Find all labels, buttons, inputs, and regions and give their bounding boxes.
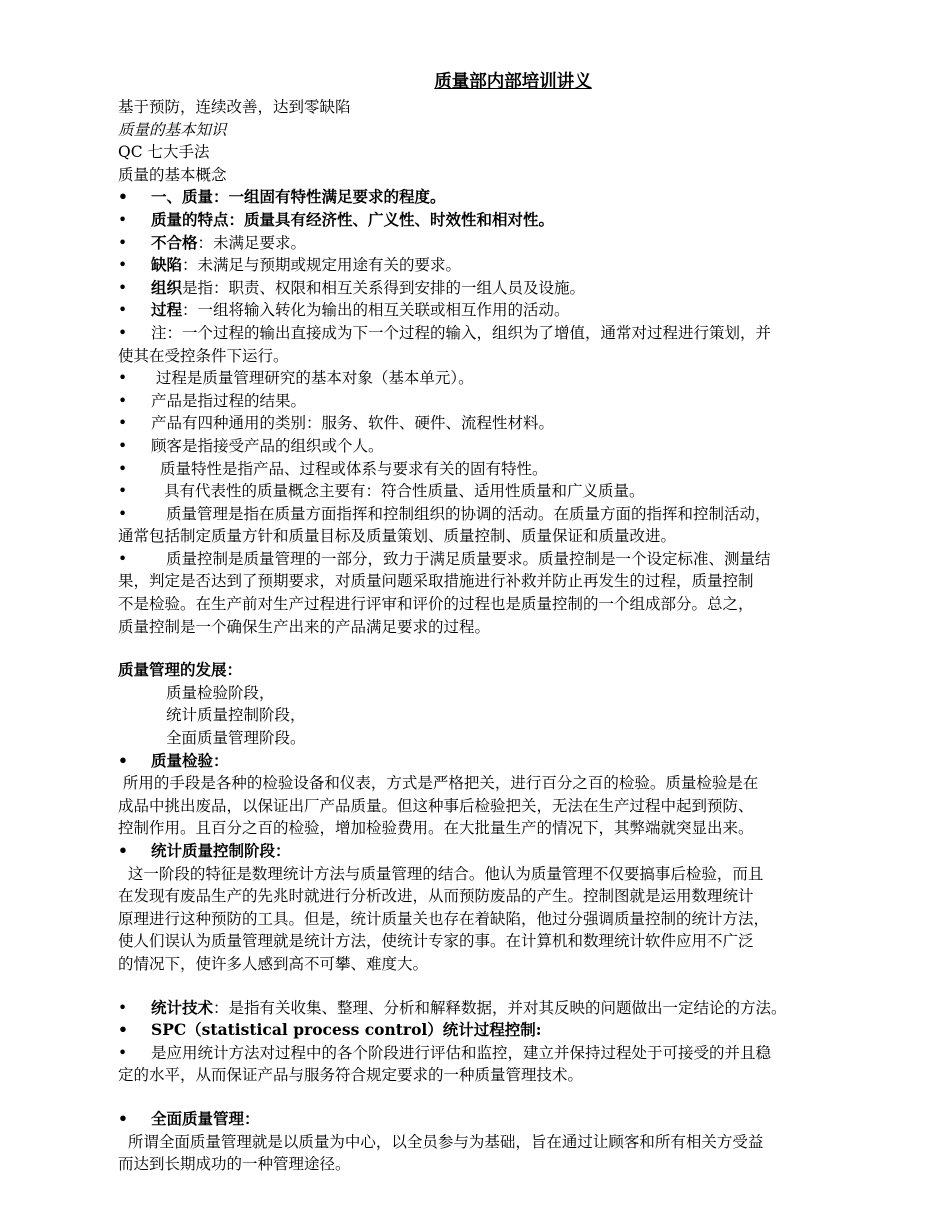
- spacer: [118, 638, 908, 659]
- bullet-item: • 注：一个过程的输出直接成为下一个过程的输入，组织为了增值，通常对过程进行策划，并: [118, 322, 908, 345]
- bullet-item: • 过程是质量管理研究的基本对象（基本单元）。: [118, 367, 908, 390]
- bullet-icon: •: [118, 459, 128, 478]
- bullet-item: • 产品有四种通用的类别：服务、软件、硬件、流程性材料。: [118, 412, 908, 435]
- paragraph-line: 控制作用。且百分之百的检验，增加检验费用。在大批量生产的情况下，其弊端就突显出来。: [118, 819, 754, 838]
- paragraph-line: 所谓全面质量管理就是以质量为中心，以全员参与为基础，旨在通过让顾客和所有相关方受益: [118, 1132, 764, 1151]
- bullet-icon: •: [118, 233, 128, 252]
- bullet-icon: •: [118, 482, 128, 501]
- bullet-icon: •: [118, 187, 128, 207]
- paragraph-line: 定的水平，从而保证产品与服务符合规定要求的一种质量管理技术。: [118, 1066, 584, 1085]
- bullet-heading: • 全面质量管理：: [118, 1108, 908, 1131]
- bullet-item: • 质量控制是质量管理的一部分，致力于满足质量要求。质量控制是一个设定标准、测量结: [118, 548, 908, 571]
- bullet-icon: •: [118, 998, 128, 1017]
- paragraph-line: 使其在受控条件下运行。: [118, 346, 289, 365]
- bullet-icon: •: [118, 256, 128, 275]
- paragraph-line: 在发现有废品生产的先兆时就进行分析改进，从而预防废品的产生。控制图就是运用数理统计: [118, 887, 754, 906]
- bullet-icon: •: [118, 369, 128, 388]
- bullet-icon: •: [118, 750, 128, 770]
- document-page: [118, 70, 908, 1176]
- bullet-icon: •: [118, 1108, 128, 1128]
- paragraph-line: 原理进行这种预防的工具。但是，统计质量关也存在着缺陷，他过分强调质量控制的统计方法，: [118, 909, 770, 928]
- paragraph-line: 所用的手段是各种的检验设备和仪表，方式是严格把关，进行百分之百的检验。质量检验是在: [118, 774, 759, 793]
- bullet-item: • 统计技术：是指有关收集、整理、分析和解释数据，并对其反映的问题做出一定结论的方法。: [118, 997, 908, 1020]
- list-item: 质量检验阶段，: [166, 683, 275, 702]
- bullet-icon: •: [118, 436, 128, 455]
- bullet-icon: •: [118, 504, 128, 523]
- section-heading-basics: 质量的基本知识: [118, 120, 227, 139]
- bullet-heading: • SPC（statistical process control）统计过程控制:: [118, 1019, 908, 1042]
- paragraph-line: 成品中挑出废品，以保证出厂产品质量。但这种事后检验把关，无法在生产过程中起到预防、: [118, 796, 754, 815]
- bullet-item: • 过程：一组将输入转化为输出的相互关联或相互作用的活动。: [118, 299, 908, 322]
- bullet-heading: • 质量检验：: [118, 750, 908, 773]
- paragraph-line: 而达到长期成功的一种管理途径。: [118, 1155, 351, 1174]
- paragraph-line: 通常包括制定质量方针和质量目标及质量策划、质量控制、质量保证和质量改进。: [118, 527, 677, 546]
- paragraph-line: 果，判定是否达到了预期要求，对质量问题采取措施进行补救并防止再发生的过程，质量控制: [118, 572, 754, 591]
- section-heading-development: 质量管理的发展：: [118, 660, 243, 680]
- bullet-icon: •: [118, 841, 128, 860]
- bullet-icon: •: [118, 391, 128, 410]
- bullet-item: • 是应用统计方法对过程中的各个阶段进行评估和监控，建立并保持过程处于可接受的并且稳: [118, 1042, 908, 1065]
- intro-line: 基于预防，连续改善，达到零缺陷: [118, 98, 351, 116]
- paragraph-line: 质量控制是一个确保生产出来的产品满足要求的过程。: [118, 617, 491, 636]
- bullet-heading: • 统计质量控制阶段：: [118, 840, 908, 863]
- bullet-item: • 质量的特点：质量具有经济性、广义性、时效性和相对性。: [118, 209, 908, 232]
- spacer: [118, 1087, 908, 1108]
- bullet-icon: •: [118, 1020, 128, 1040]
- bullet-item: • 顾客是指接受产品的组织或个人。: [118, 435, 908, 458]
- bullet-item: • 不合格：未满足要求。: [118, 232, 908, 255]
- bullet-icon: •: [118, 301, 128, 320]
- bullet-icon: •: [118, 1043, 128, 1062]
- bullet-icon: •: [118, 414, 128, 433]
- bullet-item: • 一、质量：一组固有特性满足要求的程度。: [118, 186, 908, 209]
- bullet-icon: •: [118, 278, 128, 297]
- intro-line: QC 七大手法: [118, 143, 210, 162]
- intro-line: 质量的基本概念: [118, 165, 227, 184]
- bullet-item: • 质量特性是指产品、过程或体系与要求有关的固有特性。: [118, 458, 908, 481]
- bullet-icon: •: [118, 210, 128, 229]
- list-item: 全面质量管理阶段。: [166, 729, 306, 748]
- bullet-item: • 产品是指过程的结果。: [118, 390, 908, 413]
- bullet-item: • 组织是指：职责、权限和相互关系得到安排的一组人员及设施。: [118, 277, 908, 300]
- bullet-item: • 缺陷：未满足与预期或规定用途有关的要求。: [118, 254, 908, 277]
- paragraph-line: 使人们误认为质量管理就是统计方法，使统计专家的事。在计算机和数理统计软件应用不广泛: [118, 932, 754, 951]
- bullet-icon: •: [118, 549, 128, 568]
- bullet-item: • 具有代表性的质量概念主要有：符合性质量、适用性质量和广义质量。: [118, 480, 908, 503]
- document-title: 质量部内部培训讲义: [434, 72, 592, 92]
- list-item: 统计质量控制阶段，: [166, 706, 306, 725]
- bullet-item: • 质量管理是指在质量方面指挥和控制组织的协调的活动。在质量方面的指挥和控制活动，: [118, 503, 908, 526]
- paragraph-line: 不是检验。在生产前对生产过程进行评审和评价的过程也是质量控制的一个组成部分。总之，: [118, 595, 754, 614]
- paragraph-line: 这一阶段的特征是数理统计方法与质量管理的结合。他认为质量管理不仅要搞事后检验，而且: [118, 864, 764, 883]
- spacer: [118, 976, 908, 997]
- paragraph-line: 的情况下，使许多人感到高不可攀、难度大。: [118, 954, 429, 973]
- bullet-icon: •: [118, 323, 128, 342]
